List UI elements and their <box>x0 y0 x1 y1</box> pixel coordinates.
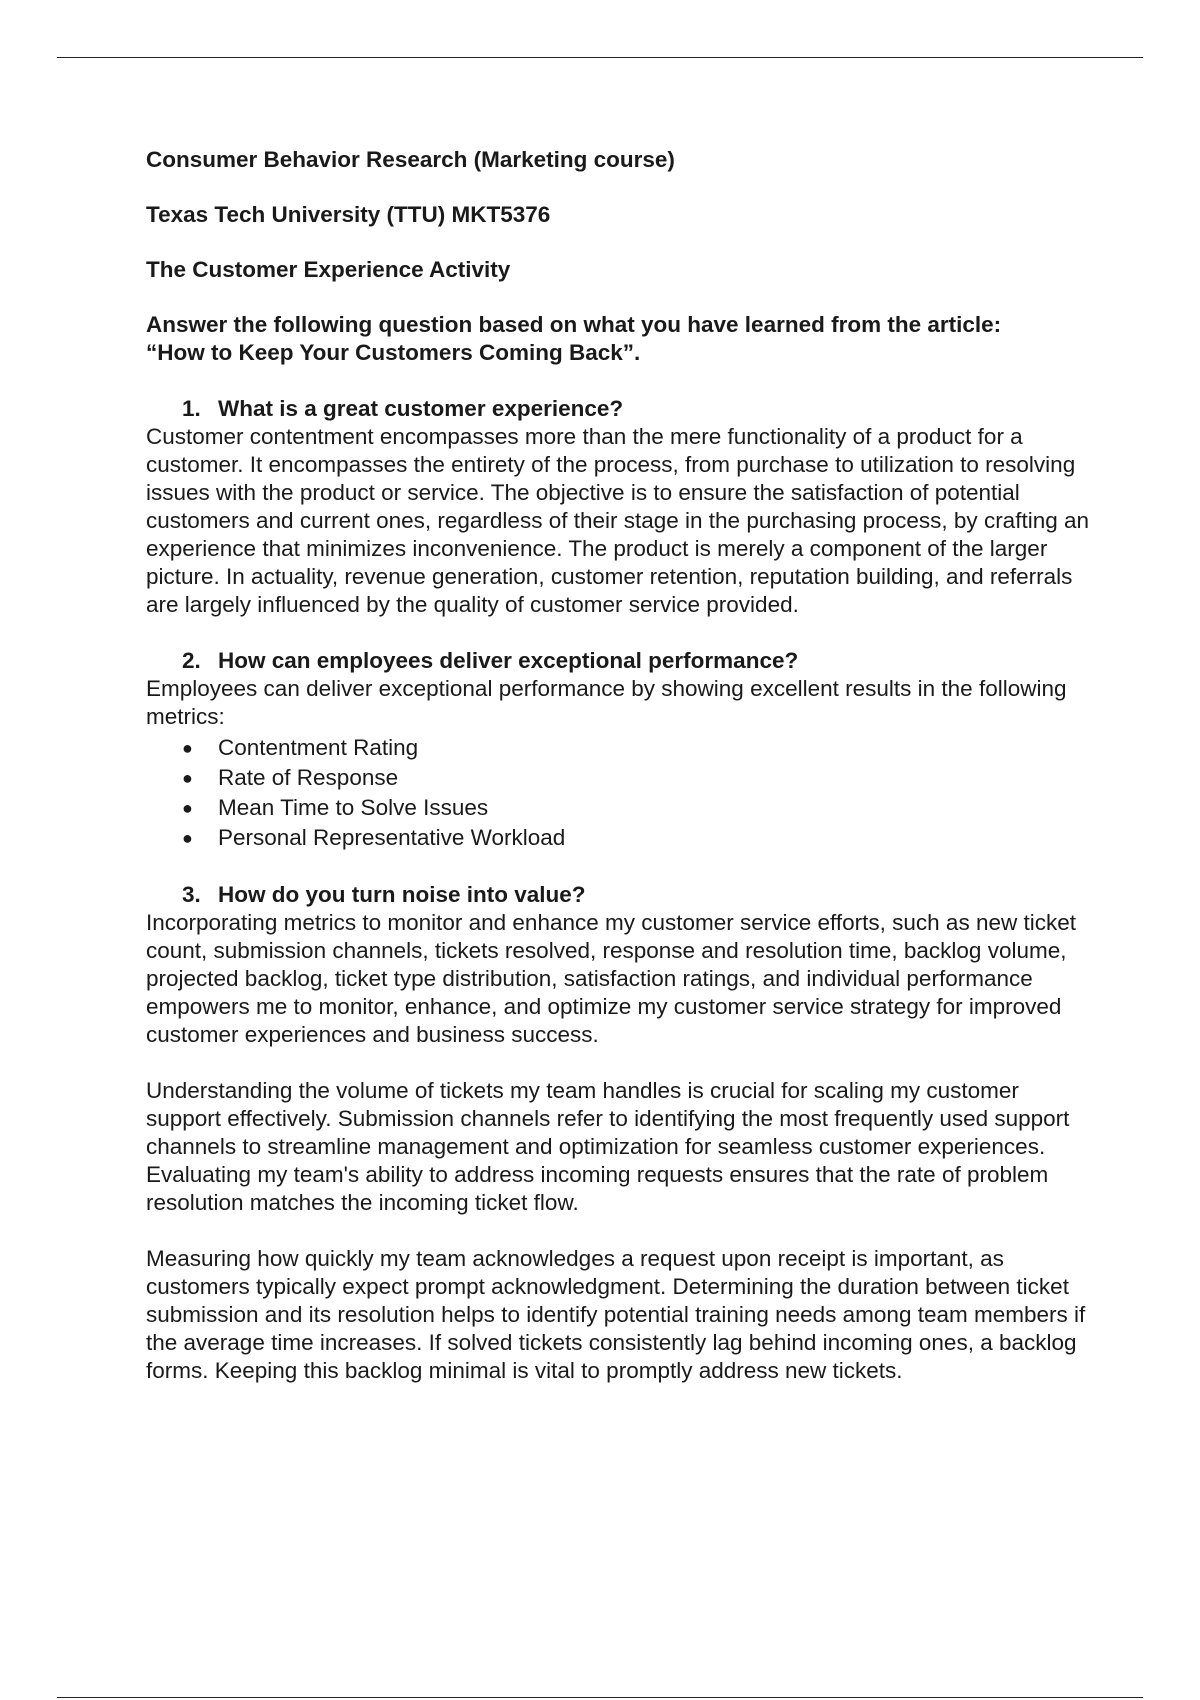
question-2-answer: Employees can deliver exceptional performance by showing excellent results in the following metrics: <box>146 676 1067 729</box>
top-rule <box>57 57 1143 58</box>
bottom-rule <box>57 1697 1143 1698</box>
question-1-answer: Customer contentment encompasses more than the mere functionality of a product for a customer. It encompasses the entirety of the process, from purchase to utilization to resolving issues with the product or service. The objective is to ensure the satisfaction of potential customers and current ones, regardless of their stage in the purchasing process, by crafting an experience that minimizes inconvenience. The product is merely a component of the larger picture. In actuality, revenue generation, customer retention, reputation building, and referrals are largely influenced by the quality of customer service provided. <box>146 424 1090 617</box>
question-2-heading <box>146 647 1096 675</box>
question-1-number: 1. <box>182 396 201 421</box>
question-1-title: What is a great customer experience? <box>218 396 624 421</box>
question-3-paragraph-2: Understanding the volume of tickets my team handles is crucial for scaling my customer support effectively. Submission channels refer to identifying the most frequently used support channels to streamline management and optimization for seamless customer experiences. Evaluating my team's ability to address incoming requests ensures that the rate of problem resolution matches the incoming ticket flow. <box>146 1078 1070 1215</box>
question-3-paragraph-3: Measuring how quickly my team acknowledges a request upon receipt is important, as customers typically expect prompt acknowledgment. Determining the duration between ticket submission and its resolution helps to identify potential training needs among team members if the average time increases. If solved tickets consistently lag behind incoming ones, a backlog forms. Keeping this backlog minimal is vital to promptly address new tickets. <box>146 1246 1086 1383</box>
metrics-list <box>146 733 1096 853</box>
bullet-icon: ● <box>182 768 193 788</box>
instruction-line-2: “How to Keep Your Customers Coming Back”. <box>146 340 641 365</box>
metric-label: Contentment Rating <box>218 735 419 760</box>
question-1-heading <box>146 395 1096 423</box>
bullet-icon: ● <box>182 798 193 818</box>
course-title: Consumer Behavior Research (Marketing course) <box>146 147 675 172</box>
question-3-heading <box>146 881 1096 909</box>
document-body <box>146 146 1096 1385</box>
instruction-text <box>146 311 1096 367</box>
metric-label: Mean Time to Solve Issues <box>218 795 489 820</box>
question-3-title: How do you turn noise into value? <box>218 882 586 907</box>
question-2-title: How can employees deliver exceptional performance? <box>218 648 799 673</box>
metric-label: Rate of Response <box>218 765 399 790</box>
list-item <box>146 733 1096 763</box>
bullet-icon: ● <box>182 828 193 848</box>
instruction-line-1: Answer the following question based on what you have learned from the article: <box>146 312 1002 337</box>
question-3-number: 3. <box>182 882 201 907</box>
question-2-number: 2. <box>182 648 201 673</box>
bullet-icon: ● <box>182 738 193 758</box>
list-item <box>146 793 1096 823</box>
metric-label: Personal Representative Workload <box>218 825 566 850</box>
question-3-answer: Incorporating metrics to monitor and enhance my customer service efforts, such as new ticket count, submission channels, tickets resolved, response and resolution time, backlog volume, projected backlog, ticket type distribution, satisfaction ratings, and individual performance empowers me to monitor, enhance, and optimize my customer service strategy for improved customer experiences and business success. <box>146 910 1076 1047</box>
list-item <box>146 823 1096 853</box>
list-item <box>146 763 1096 793</box>
activity-title: The Customer Experience Activity <box>146 257 511 282</box>
university-title: Texas Tech University (TTU) MKT5376 <box>146 202 551 227</box>
